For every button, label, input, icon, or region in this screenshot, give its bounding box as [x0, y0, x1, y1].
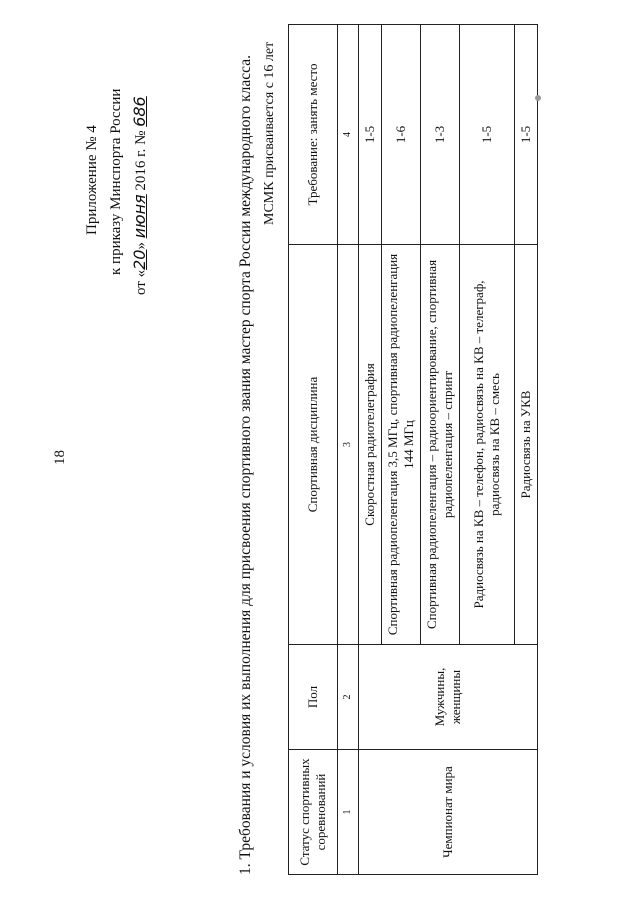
column-number: 2 — [338, 645, 359, 750]
column-number: 1 — [338, 750, 359, 875]
table-header-row — [289, 25, 338, 875]
header-discipline: Спортивная дисциплина — [289, 245, 338, 645]
appendix-order-ref: к приказу Минспорта России — [108, 88, 124, 275]
date-quote: » — [133, 242, 149, 250]
discipline-cell: Радиосвязь на КВ – телефон, радиосвязь на КВ – телеграф, радиосвязь на КВ – смесь — [460, 245, 515, 645]
place-cell: 1-5 — [515, 25, 538, 245]
header-status: Статус спортивных соревнований — [289, 750, 338, 875]
status-cell: Чемпионат мира — [359, 750, 538, 875]
place-cell: 1-5 — [359, 25, 382, 245]
table-row — [359, 25, 382, 875]
discipline-cell: Спортивная радиопеленгация – радиоориентирование, спортивная радиопеленгация – спринт — [421, 245, 460, 645]
place-cell: 1-6 — [382, 25, 421, 245]
order-number: 686 — [130, 96, 149, 127]
page-number: 18 — [52, 450, 68, 465]
discipline-cell: Радиосвязь на УКВ — [515, 245, 538, 645]
header-place: Требование: занять место — [289, 25, 338, 245]
column-number: 4 — [338, 25, 359, 245]
requirements-table — [288, 24, 538, 875]
appendix-date-line — [128, 45, 153, 295]
date-year: 2016 г. № — [133, 130, 149, 191]
date-prefix: от « — [133, 269, 149, 295]
discipline-cell: Скоростная радиотелеграфия — [359, 245, 382, 645]
appendix-title: Приложение № 4 — [84, 125, 100, 235]
column-number: 3 — [338, 245, 359, 645]
place-cell: 1-3 — [421, 25, 460, 245]
age-note: МСМК присваивается с 16 лет — [262, 41, 277, 225]
requirements-heading: 1. Требования и условия их выполнения для присвоения спортивного звания мастер спорта России международного класса. — [237, 55, 254, 875]
scan-speck — [535, 95, 541, 101]
place-cell: 1-5 — [460, 25, 515, 245]
discipline-cell: Спортивная радиопеленгация 3,5 МГц, спортивная радиопеленгация 144 МГц — [382, 245, 421, 645]
date-day: 20 — [130, 249, 149, 270]
header-gender: Пол — [289, 645, 338, 750]
date-month: июня — [130, 194, 149, 239]
appendix-block — [80, 45, 153, 295]
gender-cell: Мужчины, женщины — [359, 645, 538, 750]
column-number-row — [338, 25, 359, 875]
